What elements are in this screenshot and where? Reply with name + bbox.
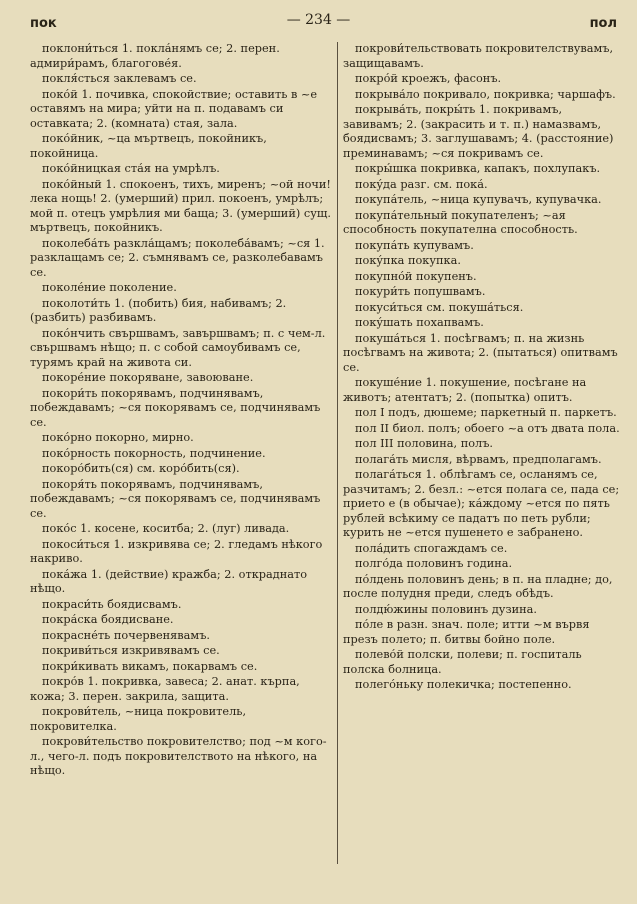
dictionary-entry: покрови́тельство покровителство; под ~м кого-л., чего-л. подъ покровителството на нѣкого, на нѣщо. — [30, 735, 327, 777]
dictionary-entry: поклони́ться 1. покла́нямъ се; 2. перен. адмири́рамъ, благогове́я. — [30, 42, 280, 70]
dictionary-entry: покоси́ться 1. изкривява се; 2. гледамъ нѣкого накриво. — [30, 537, 323, 565]
dictionary-entry: поколе́ние поколение. — [42, 281, 177, 294]
dictionary-entry: поку́шать похапвамъ. — [355, 316, 484, 329]
running-head-right: пол — [589, 16, 617, 31]
dictionary-entry: поко́йницкая ста́я на умрѣлъ. — [42, 162, 220, 175]
dictionary-entry: покуси́ться см. покуша́ться. — [355, 300, 524, 314]
left-column — [30, 42, 334, 780]
page-header — [0, 10, 637, 36]
dictionary-entry: пол II биол. полъ; обоего ~а отъ двата пола. — [355, 421, 620, 435]
right-column — [343, 42, 623, 694]
column-divider — [337, 42, 338, 864]
dictionary-entry: покрови́тель, ~ница покровитель, покровителка. — [30, 705, 247, 733]
dictionary-entry: полдю́жины половинъ дузина. — [355, 602, 537, 616]
dictionary-entry: пол I подъ, дюшеме; паркетный п. паркетъ. — [355, 406, 617, 419]
dictionary-entry: по́лдень половинъ день; в п. на пладне; до, после полудня преди, следъ обѣдъ. — [343, 572, 613, 600]
dictionary-entry: покуша́ться 1. посѣгвамъ; п. на жизнь посѣгвамъ на живота; 2. (пытаться) опитвамъ се. — [343, 331, 618, 374]
dictionary-entry: покрасне́ть почервенявамъ. — [42, 628, 210, 642]
dictionary-entry: покупа́ть купувамъ. — [355, 238, 474, 252]
dictionary-entry: полего́ньку полекичка; постепенно. — [355, 678, 572, 691]
dictionary-entry: поко́й 1. почивка, спокойствие; оставить в ~е оставямъ на мира; уйти на п. подавамъ си оставката; 2. (комната) стая, зала. — [30, 87, 318, 130]
dictionary-entry: полага́ться 1. облѣгамъ се, осланямъ се, разчитамъ; 2. безл.: ~ется полага се, пада се; прието е (в обычае); ка́ждому ~ется по пять рублей всѣкиму се падатъ по петь рубли; курить не ~ется пушенето е забранено. — [343, 468, 620, 539]
dictionary-entry: покри́кивать викамъ, покарвамъ се. — [42, 659, 258, 673]
dictionary-entry: поко́с 1. косене, коситба; 2. (луг) ливада. — [42, 522, 290, 535]
dictionary-entry: покупа́тель, ~ница купувачъ, купувачка. — [355, 193, 602, 206]
running-head-left: пок — [30, 16, 57, 31]
dictionary-entry: поко́рность покорность, подчинение. — [42, 446, 266, 460]
dictionary-entry: поколеба́ть разкла́щамъ; поколеба́вамъ; ~ся 1. разклащамъ се; 2. съмнявамъ се, разколебавамъ се. — [30, 236, 325, 279]
dictionary-entry: поку́да разг. см. пока́. — [355, 177, 488, 191]
dictionary-entry: покори́ть покорявамъ, подчинявамъ, побеждавамъ; ~ся покорявамъ се, подчинявамъ се. — [30, 386, 321, 429]
dictionary-entry: поко́йный 1. спокоенъ, тихъ, миренъ; ~ой ночи! лека нощь! 2. (умерший) прил. покоенъ, умрѣлъ; мой п. отецъ умрѣлия ми баща; 3. (умерший) сущ. мъртвецъ, покойникъ. — [30, 177, 331, 234]
dictionary-entry: покуше́ние 1. покушение, посѣгане на животъ; атентатъ; 2. (попытка) опитъ. — [343, 376, 587, 404]
dictionary-entry: поколоти́ть 1. (побить) бия, набивамъ; 2. (разбить) разбивамъ. — [30, 296, 287, 324]
dictionary-entry: поко́рно покорно, мирно. — [42, 431, 194, 444]
dictionary-entry: по́ле в разн. знач. поле; итти ~м вървя презъ полето; п. битвы бойно поле. — [343, 618, 590, 646]
dictionary-entry: покрыва́ло покривало, покривка; чаршафъ. — [355, 87, 616, 101]
dictionary-entry: покля́сться заклевамъ се. — [42, 72, 197, 85]
dictionary-entry: поко́йник, ~ца мъртвецъ, покойникъ, покойница. — [30, 132, 267, 160]
dictionary-entry: пол III половина, полъ. — [355, 437, 494, 450]
dictionary-entry: покраси́ть боядисвамъ. — [42, 597, 182, 611]
dictionary-entry: покрови́тельствовать покровителствувамъ, защищавамъ. — [343, 42, 614, 70]
dictionary-entry: покры́шка покривка, капакъ, похлупакъ. — [355, 162, 601, 175]
dictionary-entry: полага́ть мисля, вѣрвамъ, предполагамъ. — [355, 452, 602, 466]
dictionary-entry: полево́й полски, полеви; п. госпиталь полска болница. — [343, 648, 582, 676]
dictionary-entry: покро́в 1. покривка, завеса; 2. анат. кърпа, кожа; 3. перен. закрила, защита. — [30, 675, 300, 703]
dictionary-entry: покриви́ться изкривявамъ се. — [42, 644, 220, 657]
dictionary-entry: покоря́ть покорявамъ, подчинявамъ, побеждавамъ; ~ся покорявамъ се, подчинявамъ се. — [30, 477, 321, 520]
dictionary-entry: пока́жа 1. (действие) кражба; 2. откраднато нѣщо. — [30, 567, 308, 595]
page-number: — 234 — — [286, 12, 351, 28]
dictionary-entry: покро́й кроежъ, фасонъ. — [355, 72, 502, 85]
dictionary-entry: полго́да половинъ година. — [355, 557, 513, 570]
dictionary-entry: покоре́ние покоряване, завоюване. — [42, 371, 254, 384]
dictionary-entry: поку́пка покупка. — [355, 254, 461, 267]
dictionary-entry: покрыва́ть, покры́ть 1. покривамъ, завивамъ; 2. (закрасить и т. п.) намазвамъ, боядисвамъ; 3. заглушавамъ; 4. (расстояние) преминавамъ; ~ся покривамъ се. — [343, 103, 614, 160]
dictionary-entry: покра́ска боядисване. — [42, 613, 174, 626]
dictionary-entry: покупа́тельный покупателенъ; ~ая способность покупателна способность. — [343, 208, 578, 236]
dictionary-entry: покоро́бить(ся) см. коро́бить(ся). — [42, 462, 240, 475]
dictionary-entry: пола́дить спогаждамъ се. — [355, 541, 508, 555]
dictionary-entry: покури́ть попушвамъ. — [355, 285, 486, 298]
dictionary-entry: покупно́й покупенъ. — [355, 269, 477, 283]
dictionary-entry: поко́нчить свършвамъ, завършвамъ; п. с чем-л. свършвамъ нѣщо; п. с собой самоубивамъ се, турямъ край на живота си. — [30, 326, 326, 369]
